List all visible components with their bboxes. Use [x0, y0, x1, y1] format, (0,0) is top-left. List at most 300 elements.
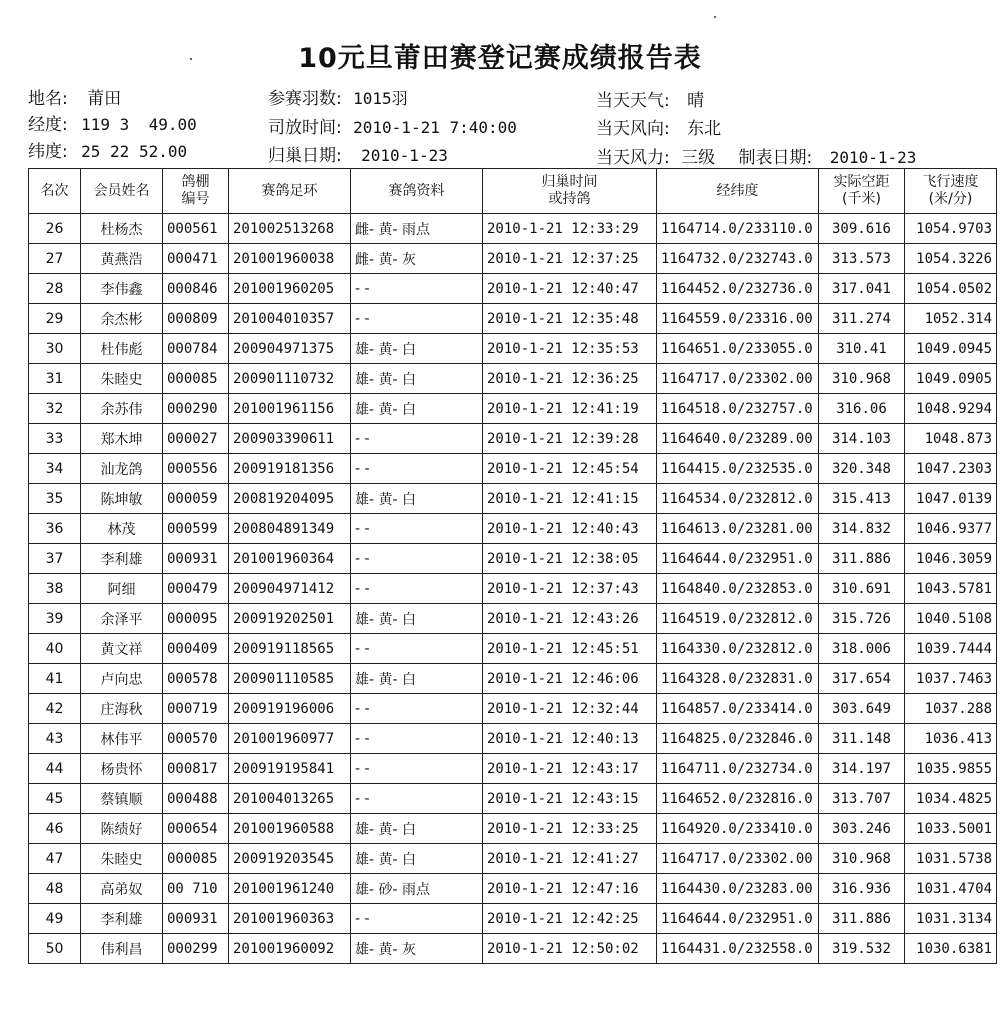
cell-speed: 1039.7444	[905, 634, 997, 664]
meta-wind-direction	[596, 114, 721, 139]
header-loft-number	[163, 169, 229, 214]
cell-loft-number: 000471	[163, 244, 229, 274]
cell-distance: 314.103	[819, 424, 905, 454]
cell-coordinates: 1164857.0/233414.0	[657, 694, 819, 724]
header-pigeon-info: 赛鸽资料	[351, 169, 483, 214]
cell-ring-number: 200819204095	[229, 484, 351, 514]
cell-speed: 1046.3059	[905, 544, 997, 574]
cell-distance: 319.532	[819, 934, 905, 964]
cell-arrival-time: 2010-1-21 12:32:44	[483, 694, 657, 724]
cell-pigeon-info: 雄- 黄- 白	[351, 334, 483, 364]
cell-distance: 311.886	[819, 904, 905, 934]
table-row	[29, 814, 997, 844]
cell-arrival-time: 2010-1-21 12:43:17	[483, 754, 657, 784]
cell-arrival-time: 2010-1-21 12:50:02	[483, 934, 657, 964]
wind-direction-label: 当天风向:	[596, 119, 670, 139]
cell-pigeon-info: 雌- 黄- 灰	[351, 244, 483, 274]
cell-pigeon-info: 雄- 黄- 白	[351, 814, 483, 844]
cell-loft-number: 000409	[163, 634, 229, 664]
cell-coordinates: 1164651.0/233055.0	[657, 334, 819, 364]
cell-speed: 1040.5108	[905, 604, 997, 634]
cell-loft-number: 000654	[163, 814, 229, 844]
cell-coordinates: 1164711.0/232734.0	[657, 754, 819, 784]
cell-ring-number: 201002513268	[229, 214, 351, 244]
table-row	[29, 214, 997, 244]
cell-ring-number: 201001961240	[229, 874, 351, 904]
cell-pigeon-info: 雌- 黄- 雨点	[351, 214, 483, 244]
cell-arrival-time: 2010-1-21 12:41:15	[483, 484, 657, 514]
cell-pigeon-info: - -	[351, 514, 483, 544]
cell-pigeon-info: 雄- 黄- 白	[351, 484, 483, 514]
cell-rank: 41	[29, 664, 81, 694]
header-ring-number: 赛鸽足环	[229, 169, 351, 214]
cell-arrival-time: 2010-1-21 12:42:25	[483, 904, 657, 934]
cell-loft-number: 00 710	[163, 874, 229, 904]
latitude-label: 纬度:	[28, 142, 68, 162]
cell-rank: 36	[29, 514, 81, 544]
return-date-label: 归巢日期:	[268, 146, 342, 166]
cell-ring-number: 201001961156	[229, 394, 351, 424]
cell-loft-number: 000085	[163, 844, 229, 874]
cell-distance: 313.707	[819, 784, 905, 814]
cell-speed: 1048.873	[905, 424, 997, 454]
cell-pigeon-info: 雄- 砂- 雨点	[351, 874, 483, 904]
scan-speck	[714, 16, 716, 18]
cell-ring-number: 200901110732	[229, 364, 351, 394]
header-arrival-time-line2: 或持鸽	[548, 191, 591, 207]
cell-pigeon-info: 雄- 黄- 白	[351, 364, 483, 394]
header-distance-line2: (千米)	[842, 191, 881, 207]
cell-rank: 32	[29, 394, 81, 424]
cell-member-name: 朱睦史	[81, 364, 163, 394]
cell-distance: 310.41	[819, 334, 905, 364]
wind-direction-value: 东北	[687, 119, 722, 139]
table-row	[29, 364, 997, 394]
header-distance	[819, 169, 905, 214]
cell-member-name: 余苏伟	[81, 394, 163, 424]
cell-member-name: 汕龙鸽	[81, 454, 163, 484]
cell-arrival-time: 2010-1-21 12:37:25	[483, 244, 657, 274]
report-title: 10元旦莆田赛登记赛成绩报告表	[298, 43, 702, 74]
meta-longitude	[28, 110, 197, 135]
weather-value: 晴	[687, 91, 705, 111]
cell-rank: 29	[29, 304, 81, 334]
table-row	[29, 784, 997, 814]
cell-loft-number: 000931	[163, 544, 229, 574]
meta-weather	[596, 86, 704, 111]
cell-member-name: 朱睦史	[81, 844, 163, 874]
cell-coordinates: 1164534.0/232812.0	[657, 484, 819, 514]
cell-distance: 310.968	[819, 364, 905, 394]
cell-coordinates: 1164328.0/232831.0	[657, 664, 819, 694]
release-time-label: 司放时间:	[268, 118, 342, 138]
meta-entry-count	[268, 84, 408, 109]
cell-distance: 303.246	[819, 814, 905, 844]
cell-member-name: 蔡镇顺	[81, 784, 163, 814]
cell-ring-number: 200804891349	[229, 514, 351, 544]
cell-ring-number: 201001960588	[229, 814, 351, 844]
table-row	[29, 634, 997, 664]
cell-distance: 310.691	[819, 574, 905, 604]
cell-arrival-time: 2010-1-21 12:38:05	[483, 544, 657, 574]
cell-coordinates: 1164717.0/23302.00	[657, 844, 819, 874]
cell-speed: 1031.4704	[905, 874, 997, 904]
table-date-value: 2010-1-23	[829, 148, 917, 167]
cell-distance: 310.968	[819, 844, 905, 874]
header-distance-line1: 实际空距	[833, 174, 890, 190]
cell-distance: 320.348	[819, 454, 905, 484]
results-table	[28, 168, 997, 964]
table-row	[29, 874, 997, 904]
cell-coordinates: 1164519.0/232812.0	[657, 604, 819, 634]
location-value: 莆田	[87, 89, 122, 109]
cell-rank: 48	[29, 874, 81, 904]
cell-coordinates: 1164732.0/232743.0	[657, 244, 819, 274]
cell-loft-number: 000556	[163, 454, 229, 484]
cell-pigeon-info: - -	[351, 304, 483, 334]
cell-loft-number: 000599	[163, 514, 229, 544]
cell-pigeon-info: - -	[351, 784, 483, 814]
cell-pigeon-info: - -	[351, 574, 483, 604]
cell-loft-number: 000570	[163, 724, 229, 754]
cell-speed: 1048.9294	[905, 394, 997, 424]
cell-rank: 47	[29, 844, 81, 874]
cell-rank: 50	[29, 934, 81, 964]
cell-distance: 311.886	[819, 544, 905, 574]
cell-distance: 311.148	[819, 724, 905, 754]
return-date-value: 2010-1-23	[361, 146, 448, 165]
meta-wind-force	[596, 143, 916, 168]
cell-rank: 34	[29, 454, 81, 484]
table-row	[29, 694, 997, 724]
cell-ring-number: 200919202501	[229, 604, 351, 634]
cell-speed: 1049.0905	[905, 364, 997, 394]
cell-speed: 1037.7463	[905, 664, 997, 694]
cell-ring-number: 200904971375	[229, 334, 351, 364]
cell-loft-number: 000027	[163, 424, 229, 454]
cell-speed: 1052.314	[905, 304, 997, 334]
cell-rank: 30	[29, 334, 81, 364]
cell-member-name: 陈坤敏	[81, 484, 163, 514]
cell-loft-number: 000931	[163, 904, 229, 934]
cell-distance: 309.616	[819, 214, 905, 244]
cell-distance: 303.649	[819, 694, 905, 724]
entry-count-value: 1015羽	[353, 89, 408, 108]
cell-member-name: 伟利昌	[81, 934, 163, 964]
cell-arrival-time: 2010-1-21 12:40:13	[483, 724, 657, 754]
header-rank: 名次	[29, 169, 81, 214]
cell-ring-number: 201004013265	[229, 784, 351, 814]
cell-speed: 1054.9703	[905, 214, 997, 244]
cell-speed: 1033.5001	[905, 814, 997, 844]
cell-ring-number: 200903390611	[229, 424, 351, 454]
table-row	[29, 274, 997, 304]
cell-coordinates: 1164431.0/232558.0	[657, 934, 819, 964]
cell-coordinates: 1164644.0/232951.0	[657, 904, 819, 934]
table-row	[29, 424, 997, 454]
header-arrival-time-line1: 归巢时间	[541, 174, 598, 190]
header-arrival-time	[483, 169, 657, 214]
header-coordinates: 经纬度	[657, 169, 819, 214]
cell-ring-number: 201001960038	[229, 244, 351, 274]
cell-arrival-time: 2010-1-21 12:45:51	[483, 634, 657, 664]
cell-speed: 1036.413	[905, 724, 997, 754]
table-row	[29, 454, 997, 484]
cell-arrival-time: 2010-1-21 12:45:54	[483, 454, 657, 484]
cell-member-name: 李利雄	[81, 544, 163, 574]
table-row	[29, 544, 997, 574]
cell-coordinates: 1164640.0/23289.00	[657, 424, 819, 454]
cell-member-name: 杜杨杰	[81, 214, 163, 244]
cell-arrival-time: 2010-1-21 12:41:27	[483, 844, 657, 874]
cell-ring-number: 201001960092	[229, 934, 351, 964]
cell-pigeon-info: 雄- 黄- 灰	[351, 934, 483, 964]
cell-member-name: 黄文祥	[81, 634, 163, 664]
table-row	[29, 754, 997, 784]
cell-pigeon-info: - -	[351, 454, 483, 484]
cell-loft-number: 000479	[163, 574, 229, 604]
cell-loft-number: 000299	[163, 934, 229, 964]
cell-pigeon-info: - -	[351, 694, 483, 724]
cell-member-name: 黄燕浩	[81, 244, 163, 274]
cell-distance: 314.197	[819, 754, 905, 784]
cell-pigeon-info: - -	[351, 904, 483, 934]
meta-latitude	[28, 137, 187, 162]
release-time-value: 2010-1-21 7:40:00	[353, 118, 517, 137]
header-speed	[905, 169, 997, 214]
cell-coordinates: 1164518.0/232757.0	[657, 394, 819, 424]
weather-label: 当天天气:	[596, 91, 670, 111]
cell-distance: 316.06	[819, 394, 905, 424]
cell-rank: 43	[29, 724, 81, 754]
table-row	[29, 724, 997, 754]
cell-coordinates: 1164644.0/232951.0	[657, 544, 819, 574]
cell-ring-number: 201001960364	[229, 544, 351, 574]
cell-pigeon-info: - -	[351, 544, 483, 574]
cell-pigeon-info: 雄- 黄- 白	[351, 394, 483, 424]
cell-member-name: 余杰彬	[81, 304, 163, 334]
cell-speed: 1054.3226	[905, 244, 997, 274]
cell-ring-number: 201001960205	[229, 274, 351, 304]
cell-member-name: 林茂	[81, 514, 163, 544]
table-row	[29, 904, 997, 934]
cell-speed: 1037.288	[905, 694, 997, 724]
cell-pigeon-info: - -	[351, 634, 483, 664]
cell-coordinates: 1164714.0/233110.0	[657, 214, 819, 244]
cell-member-name: 李伟鑫	[81, 274, 163, 304]
table-row	[29, 604, 997, 634]
wind-force-value: 三级	[681, 148, 716, 168]
latitude-value: 25 22 52.00	[81, 142, 188, 161]
cell-speed: 1031.5738	[905, 844, 997, 874]
meta-release-time	[268, 113, 517, 138]
table-row	[29, 334, 997, 364]
cell-loft-number: 000578	[163, 664, 229, 694]
cell-distance: 317.654	[819, 664, 905, 694]
cell-pigeon-info: 雄- 黄- 白	[351, 664, 483, 694]
cell-ring-number: 201004010357	[229, 304, 351, 334]
header-loft-number-line2: 编号	[181, 191, 210, 207]
cell-coordinates: 1164415.0/232535.0	[657, 454, 819, 484]
cell-pigeon-info: 雄- 黄- 白	[351, 604, 483, 634]
location-label: 地名:	[28, 89, 68, 109]
cell-loft-number: 000095	[163, 604, 229, 634]
table-header-row	[29, 169, 997, 214]
cell-speed: 1047.0139	[905, 484, 997, 514]
cell-rank: 49	[29, 904, 81, 934]
cell-arrival-time: 2010-1-21 12:36:25	[483, 364, 657, 394]
cell-coordinates: 1164840.0/232853.0	[657, 574, 819, 604]
entry-count-label: 参赛羽数:	[268, 89, 342, 109]
cell-loft-number: 000561	[163, 214, 229, 244]
cell-coordinates: 1164430.0/23283.00	[657, 874, 819, 904]
cell-coordinates: 1164613.0/23281.00	[657, 514, 819, 544]
header-speed-line2: (米/分)	[928, 191, 973, 207]
longitude-value: 119 3 49.00	[81, 115, 197, 134]
cell-rank: 26	[29, 214, 81, 244]
wind-force-label: 当天风力:	[596, 148, 670, 168]
meta-location	[28, 84, 121, 109]
cell-speed: 1046.9377	[905, 514, 997, 544]
cell-coordinates: 1164920.0/233410.0	[657, 814, 819, 844]
cell-speed: 1054.0502	[905, 274, 997, 304]
cell-member-name: 杨贵怀	[81, 754, 163, 784]
cell-loft-number: 000059	[163, 484, 229, 514]
cell-rank: 31	[29, 364, 81, 394]
cell-ring-number: 200904971412	[229, 574, 351, 604]
meta-return-date	[268, 141, 448, 166]
cell-loft-number: 000817	[163, 754, 229, 784]
cell-coordinates: 1164825.0/232846.0	[657, 724, 819, 754]
cell-member-name: 陈绩好	[81, 814, 163, 844]
cell-distance: 315.413	[819, 484, 905, 514]
cell-loft-number: 000290	[163, 394, 229, 424]
cell-coordinates: 1164652.0/232816.0	[657, 784, 819, 814]
cell-loft-number: 000488	[163, 784, 229, 814]
table-row	[29, 484, 997, 514]
cell-distance: 311.274	[819, 304, 905, 334]
cell-ring-number: 200919181356	[229, 454, 351, 484]
cell-pigeon-info: 雄- 黄- 白	[351, 844, 483, 874]
cell-arrival-time: 2010-1-21 12:33:29	[483, 214, 657, 244]
cell-rank: 38	[29, 574, 81, 604]
cell-arrival-time: 2010-1-21 12:37:43	[483, 574, 657, 604]
cell-arrival-time: 2010-1-21 12:35:53	[483, 334, 657, 364]
cell-distance: 315.726	[819, 604, 905, 634]
cell-rank: 40	[29, 634, 81, 664]
table-row	[29, 514, 997, 544]
table-row	[29, 844, 997, 874]
cell-member-name: 郑木坤	[81, 424, 163, 454]
cell-distance: 314.832	[819, 514, 905, 544]
cell-arrival-time: 2010-1-21 12:40:43	[483, 514, 657, 544]
cell-speed: 1035.9855	[905, 754, 997, 784]
cell-speed: 1031.3134	[905, 904, 997, 934]
table-row	[29, 394, 997, 424]
cell-ring-number: 201001960363	[229, 904, 351, 934]
cell-coordinates: 1164559.0/23316.00	[657, 304, 819, 334]
cell-arrival-time: 2010-1-21 12:35:48	[483, 304, 657, 334]
cell-rank: 33	[29, 424, 81, 454]
cell-member-name: 杜伟彪	[81, 334, 163, 364]
cell-member-name: 高弟奴	[81, 874, 163, 904]
cell-rank: 42	[29, 694, 81, 724]
table-row	[29, 304, 997, 334]
cell-member-name: 庄海秋	[81, 694, 163, 724]
header-member-name: 会员姓名	[81, 169, 163, 214]
longitude-label: 经度:	[28, 115, 68, 135]
cell-pigeon-info: - -	[351, 754, 483, 784]
table-row	[29, 244, 997, 274]
cell-coordinates: 1164717.0/23302.00	[657, 364, 819, 394]
cell-ring-number: 200919195841	[229, 754, 351, 784]
cell-arrival-time: 2010-1-21 12:43:15	[483, 784, 657, 814]
cell-arrival-time: 2010-1-21 12:46:06	[483, 664, 657, 694]
cell-pigeon-info: - -	[351, 274, 483, 304]
cell-ring-number: 200901110585	[229, 664, 351, 694]
cell-rank: 35	[29, 484, 81, 514]
cell-arrival-time: 2010-1-21 12:47:16	[483, 874, 657, 904]
cell-rank: 37	[29, 544, 81, 574]
cell-coordinates: 1164330.0/232812.0	[657, 634, 819, 664]
cell-speed: 1047.2303	[905, 454, 997, 484]
cell-member-name: 卢向忠	[81, 664, 163, 694]
cell-ring-number: 200919196006	[229, 694, 351, 724]
table-row	[29, 664, 997, 694]
cell-arrival-time: 2010-1-21 12:41:19	[483, 394, 657, 424]
table-row	[29, 574, 997, 604]
cell-rank: 46	[29, 814, 81, 844]
cell-speed: 1049.0945	[905, 334, 997, 364]
cell-arrival-time: 2010-1-21 12:40:47	[483, 274, 657, 304]
cell-ring-number: 200919203545	[229, 844, 351, 874]
cell-arrival-time: 2010-1-21 12:33:25	[483, 814, 657, 844]
header-loft-number-line1: 鸽棚	[181, 174, 210, 190]
cell-ring-number: 200919118565	[229, 634, 351, 664]
cell-rank: 44	[29, 754, 81, 784]
cell-distance: 317.041	[819, 274, 905, 304]
cell-distance: 318.006	[819, 634, 905, 664]
cell-loft-number: 000085	[163, 364, 229, 394]
cell-rank: 45	[29, 784, 81, 814]
table-row	[29, 934, 997, 964]
cell-rank: 27	[29, 244, 81, 274]
cell-loft-number: 000846	[163, 274, 229, 304]
cell-rank: 28	[29, 274, 81, 304]
cell-speed: 1030.6381	[905, 934, 997, 964]
cell-loft-number: 000719	[163, 694, 229, 724]
cell-arrival-time: 2010-1-21 12:43:26	[483, 604, 657, 634]
cell-loft-number: 000809	[163, 304, 229, 334]
cell-member-name: 阿细	[81, 574, 163, 604]
cell-speed: 1034.4825	[905, 784, 997, 814]
cell-pigeon-info: - -	[351, 724, 483, 754]
table-date-label: 制表日期:	[738, 148, 813, 168]
cell-member-name: 余泽平	[81, 604, 163, 634]
cell-ring-number: 201001960977	[229, 724, 351, 754]
cell-loft-number: 000784	[163, 334, 229, 364]
cell-coordinates: 1164452.0/232736.0	[657, 274, 819, 304]
header-speed-line1: 飞行速度	[922, 174, 979, 190]
cell-member-name: 林伟平	[81, 724, 163, 754]
cell-distance: 316.936	[819, 874, 905, 904]
cell-member-name: 李利雄	[81, 904, 163, 934]
cell-arrival-time: 2010-1-21 12:39:28	[483, 424, 657, 454]
cell-pigeon-info: - -	[351, 424, 483, 454]
cell-distance: 313.573	[819, 244, 905, 274]
cell-rank: 39	[29, 604, 81, 634]
cell-speed: 1043.5781	[905, 574, 997, 604]
